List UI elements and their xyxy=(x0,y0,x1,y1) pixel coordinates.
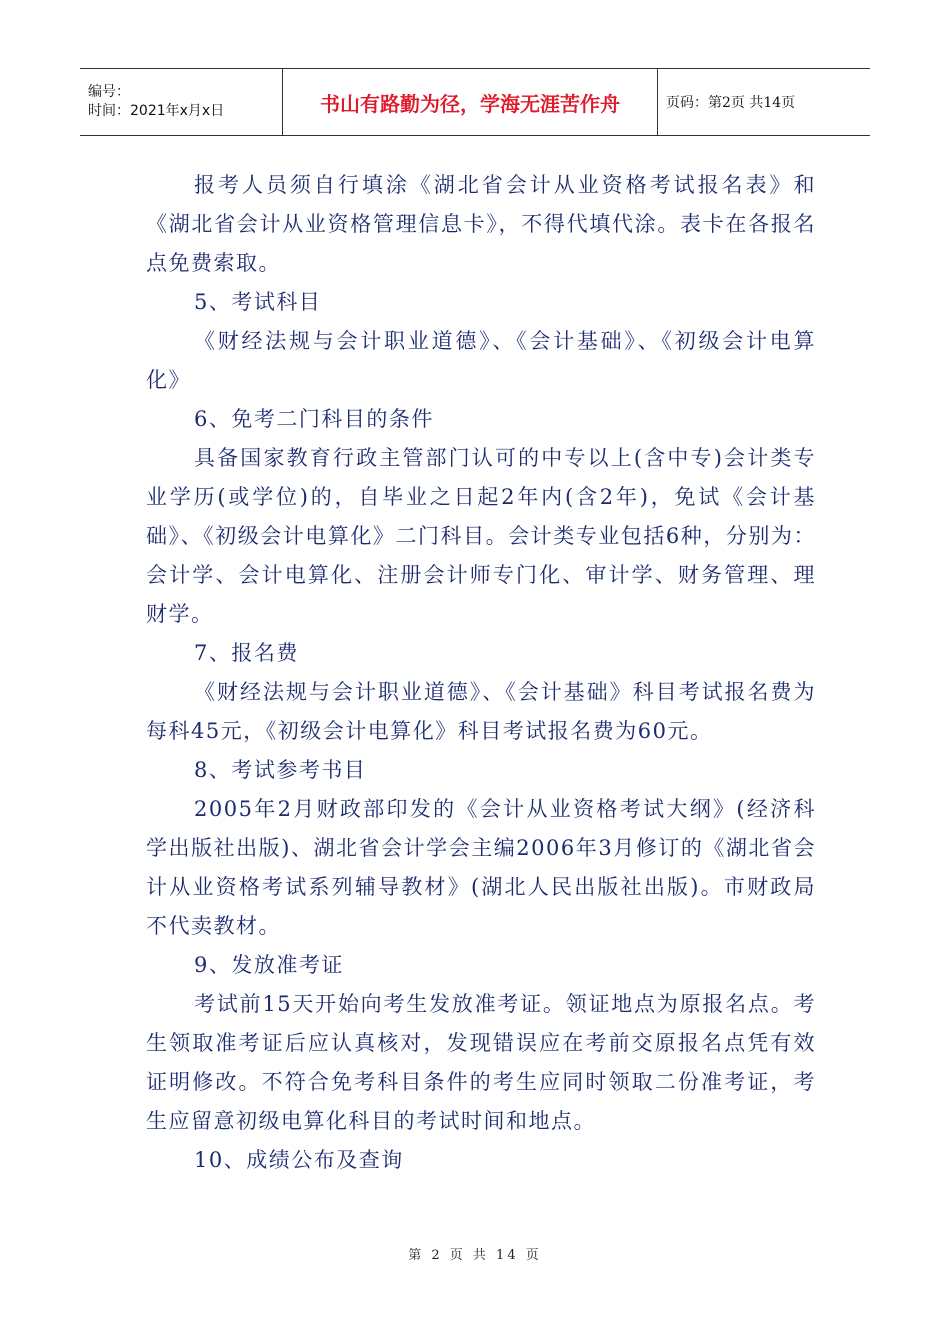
page-header xyxy=(80,68,870,136)
page-footer: 第 2 页 共 14 页 xyxy=(408,1248,542,1263)
section-heading: 9、发放准考证 xyxy=(194,953,344,977)
document-number-label: 编号： xyxy=(88,84,130,100)
header-page-label: 页码：第2页 共14页 xyxy=(666,95,796,111)
section-heading: 10、成绩公布及查询 xyxy=(194,1148,404,1172)
paragraph: 考试前15天开始向考生发放准考证。领证地点为原报名点。考生领取准考证后应认真核对，发现错误应在考前交原报名点凭有效证明修改。不符合免考科目条件的考生应同时领取二份准考证，考生应留意初级电算化科目的考试时间和地点。 xyxy=(146,992,816,1133)
paragraph: 《财经法规与会计职业道德》、《会计基础》科目考试报名费为每科45元，《初级会计电算化》科目考试报名费为60元。 xyxy=(146,680,816,743)
document-time-label: 时间：2021年x月x日 xyxy=(88,103,225,119)
section-heading: 6、免考二门科目的条件 xyxy=(194,407,434,431)
header-motto: 书山有路勤为径，学海无涯苦作舟 xyxy=(283,69,658,135)
section-heading: 5、考试科目 xyxy=(194,290,322,314)
paragraph: 《财经法规与会计职业道德》、《会计基础》、《初级会计电算化》 xyxy=(146,329,816,392)
paragraph: 具备国家教育行政主管部门认可的中专以上(含中专)会计类专业学历(或学位)的，自毕业之日起2年内(含2年)，免试《会计基础》、《初级会计电算化》二门科目。会计类专业包括6种，分别为：会计学、会计电算化、注册会计师专门化、审计学、财务管理、理财学。 xyxy=(146,446,816,626)
paragraph: 2005年2月财政部印发的《会计从业资格考试大纲》(经济科学出版社出版)、湖北省会计学会主编2006年3月修订的《湖北省会计从业资格考试系列辅导教材》(湖北人民出版社出版)。市财政局不代卖教材。 xyxy=(146,797,816,938)
section-heading: 7、报名费 xyxy=(194,641,299,665)
paragraph: 报考人员须自行填涂《湖北省会计从业资格考试报名表》和《湖北省会计从业资格管理信息卡》，不得代填代涂。表卡在各报名点免费索取。 xyxy=(146,173,816,275)
header-meta xyxy=(80,69,283,135)
document-body xyxy=(146,166,816,1180)
section-heading: 8、考试参考书目 xyxy=(194,758,367,782)
